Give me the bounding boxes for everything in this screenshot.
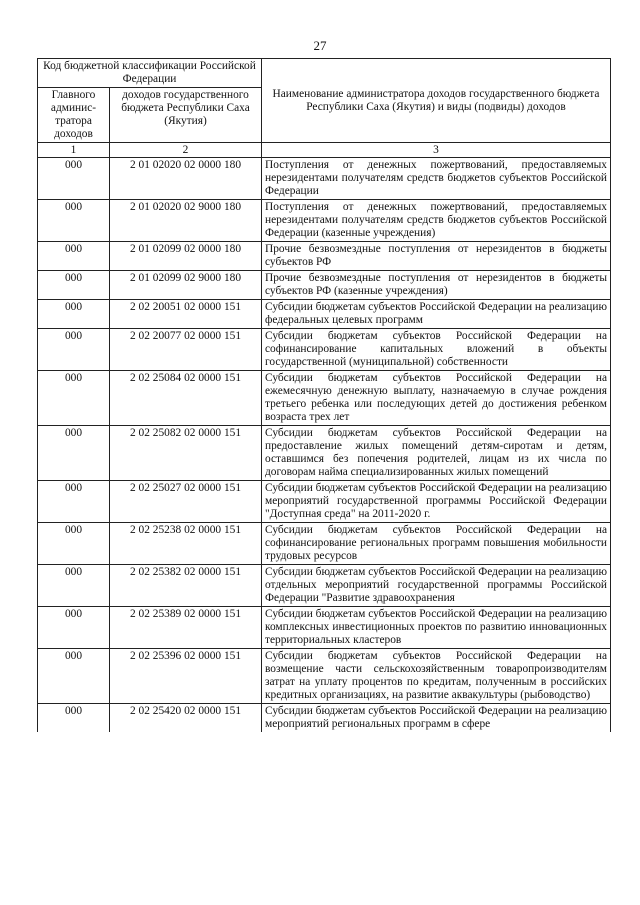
header-admin-name: Наименование администратора доходов государственного бюджета Республики Саха (Якутия) и виды (подвиды) доходов (262, 59, 611, 143)
page-number: 27 (313, 38, 327, 53)
income-code-cell: 2 02 25082 02 0000 151 (110, 426, 262, 481)
header-classification-code: Код бюджетной классификации Российской Федерации (38, 59, 262, 88)
table-row (38, 242, 611, 271)
admin-code-cell: 000 (38, 607, 110, 649)
table-row (38, 271, 611, 300)
income-name-cell: Субсидии бюджетам субъектов Российской Федерации на предоставление жилых помещений детям-сиротам и детям, оставшимся без попечения родителей, лицам из их числа по договорам найма специализированных жилых помещений (262, 426, 611, 481)
income-code-cell: 2 01 02020 02 0000 180 (110, 158, 262, 200)
income-name-cell: Субсидии бюджетам субъектов Российской Федерации на реализацию мероприятий государственной программы Российской Федерации "Доступная среда" на 2011-2020 г. (262, 481, 611, 523)
income-code-cell: 2 02 25396 02 0000 151 (110, 649, 262, 704)
income-name-cell: Субсидии бюджетам субъектов Российской Федерации на реализацию комплексных инвестиционных проектов по развитию инновационных территориальных кластеров (262, 607, 611, 649)
admin-code-cell: 000 (38, 523, 110, 565)
header-col-number-2: 2 (110, 143, 262, 158)
table-row (38, 200, 611, 242)
table-row (38, 481, 611, 523)
income-code-cell: 2 02 25389 02 0000 151 (110, 607, 262, 649)
income-name-cell: Поступления от денежных пожертвований, предоставляемых нерезидентами получателям средств бюджетов субъектов Российской Федерации (казенные учреждения) (262, 200, 611, 242)
income-code-cell: 2 01 02099 02 0000 180 (110, 242, 262, 271)
admin-code-cell: 000 (38, 200, 110, 242)
table-row (38, 426, 611, 481)
income-name-cell: Прочие безвозмездные поступления от нерезидентов в бюджеты субъектов РФ (казенные учреждения) (262, 271, 611, 300)
table-row (38, 158, 611, 200)
table-row (38, 649, 611, 704)
budget-classification-table (37, 58, 611, 732)
admin-code-cell: 000 (38, 242, 110, 271)
header-col-number-1: 1 (38, 143, 110, 158)
table-row (38, 300, 611, 329)
income-name-cell: Поступления от денежных пожертвований, предоставляемых нерезидентами получателям средств бюджетов субъектов Российской Федерации (262, 158, 611, 200)
header-income-code: доходов государственного бюджета Республики Саха (Якутия) (110, 88, 262, 143)
admin-code-cell: 000 (38, 271, 110, 300)
table-row (38, 371, 611, 426)
table-row (38, 704, 611, 733)
income-code-cell: 2 02 25238 02 0000 151 (110, 523, 262, 565)
admin-code-cell: 000 (38, 158, 110, 200)
table-row (38, 607, 611, 649)
admin-code-cell: 000 (38, 565, 110, 607)
income-code-cell: 2 02 25027 02 0000 151 (110, 481, 262, 523)
income-name-cell: Субсидии бюджетам субъектов Российской Федерации на возмещение части сельскохозяйственным товаропроизводителям затрат на уплату процентов по кредитам, полученным в российских кредитных организациях, на развитие аквакультуры (рыбоводство) (262, 649, 611, 704)
admin-code-cell: 000 (38, 426, 110, 481)
income-name-cell: Субсидии бюджетам субъектов Российской Федерации на реализацию мероприятий региональных программ в сфере (262, 704, 611, 733)
admin-code-cell: 000 (38, 704, 110, 733)
income-code-cell: 2 01 02020 02 9000 180 (110, 200, 262, 242)
income-code-cell: 2 01 02099 02 9000 180 (110, 271, 262, 300)
income-name-cell: Субсидии бюджетам субъектов Российской Федерации на реализацию федеральных целевых программ (262, 300, 611, 329)
income-code-cell: 2 02 25420 02 0000 151 (110, 704, 262, 733)
header-col-number-3: 3 (262, 143, 611, 158)
admin-code-cell: 000 (38, 300, 110, 329)
table-row (38, 329, 611, 371)
income-name-cell: Субсидии бюджетам субъектов Российской Федерации на ежемесячную денежную выплату, назначаемую в случае рождения третьего ребенка или последующих детей до достижения ребенком возраста трех лет (262, 371, 611, 426)
income-name-cell: Субсидии бюджетам субъектов Российской Федерации на реализацию отдельных мероприятий государственной программы Российской Федерации "Развитие здравоохранения (262, 565, 611, 607)
admin-code-cell: 000 (38, 371, 110, 426)
table-row (38, 565, 611, 607)
income-code-cell: 2 02 25382 02 0000 151 (110, 565, 262, 607)
admin-code-cell: 000 (38, 481, 110, 523)
table-row (38, 523, 611, 565)
header-main-administrator: Главного админис-тратора доходов (38, 88, 110, 143)
admin-code-cell: 000 (38, 329, 110, 371)
income-code-cell: 2 02 20051 02 0000 151 (110, 300, 262, 329)
income-name-cell: Субсидии бюджетам субъектов Российской Федерации на софинансирование капитальных вложений в объекты государственной (муниципальной) собственности (262, 329, 611, 371)
income-name-cell: Субсидии бюджетам субъектов Российской Федерации на софинансирование региональных программ повышения мобильности трудовых ресурсов (262, 523, 611, 565)
admin-code-cell: 000 (38, 649, 110, 704)
income-code-cell: 2 02 25084 02 0000 151 (110, 371, 262, 426)
income-name-cell: Прочие безвозмездные поступления от нерезидентов в бюджеты субъектов РФ (262, 242, 611, 271)
income-code-cell: 2 02 20077 02 0000 151 (110, 329, 262, 371)
